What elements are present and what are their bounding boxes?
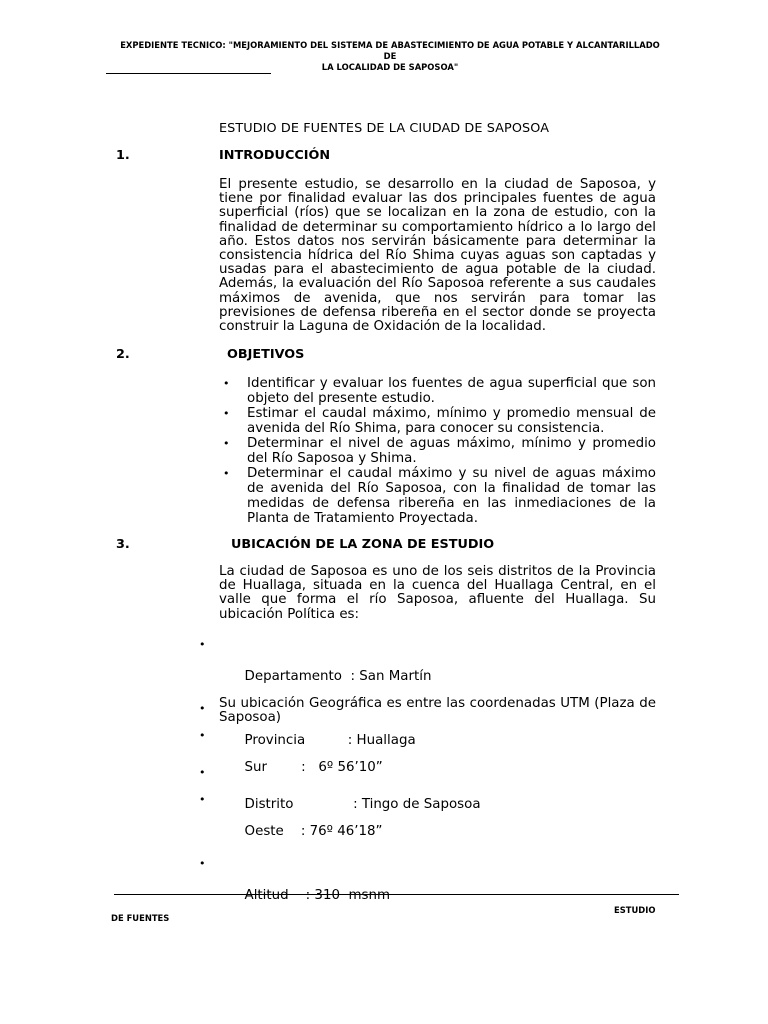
geo-intro-text: Su ubicación Geográfica es entre las coordenadas UTM (Plaza de Saposoa) (219, 696, 656, 726)
bullet-icon: • (223, 437, 230, 450)
header-divider (106, 73, 271, 74)
introduction-text: El presente estudio, se desarrollo en la ciudad de Saposoa, y tiene por finalidad evaluar las dos principales fuentes de agua superficial (ríos) que se localizan en la zona de estudio, con la finalidad de determinar su comportamiento hídrico a lo largo del año. Estos datos nos servirán básicamente para determinar la consistencia hídrica del Río Shima cuyas aguas son captadas y usadas para el abastecimiento de agua potable de la ciudad. Además, la evaluación del Río Saposoa referente a sus caudales máximos de avenida, que nos servirán para tomar las previsiones de defensa ribereña en el sector donde se proyecta construir la Laguna de Oxidación de la localidad. (219, 177, 656, 335)
bullet-icon: • (199, 793, 206, 806)
section-2-number: 2. (116, 347, 130, 362)
bullet-icon: • (223, 467, 230, 480)
political-entry: Provincia : Huallaga (244, 733, 416, 748)
list-item (199, 856, 390, 920)
list-item (199, 637, 481, 701)
page-header (120, 40, 660, 73)
objective-text: Determinar el nivel de aguas máximo, mínimo y promedio del Río Saposoa y Shima. (247, 436, 656, 466)
objective-text: Estimar el caudal máximo, mínimo y promedio mensual de avenida del Río Shima, para conocer su consistencia. (247, 406, 656, 436)
header-line-1: EXPEDIENTE TECNICO: "MEJORAMIENTO DEL SISTEMA DE ABASTECIMIENTO DE AGUA POTABLE Y ALCANTARILLADO DE (120, 40, 660, 61)
geographic-entry: Oeste : 76º 46’18” (244, 824, 383, 839)
location-text: La ciudad de Saposoa es uno de los seis distritos de la Provincia de Huallaga, situada en la cuenca del Huallaga Central, en el valle que forma el río Saposoa, afluente del Huallaga. Su ubicación Política es: (219, 564, 656, 622)
footer-text-left: DE FUENTES (111, 913, 170, 923)
objective-text: Identificar y evaluar los fuentes de agua superficial que son objeto del presente estudio. (247, 376, 656, 406)
section-1-paragraph (219, 178, 656, 334)
objective-text: Determinar el caudal máximo y su nivel de aguas máximo de avenida del Río Saposoa, con la finalidad de tomar las medidas de defensa ribereña en las inmediaciones de la Planta de Tratamiento Proyectada. (247, 466, 656, 526)
political-entry: Departamento : San Martín (244, 669, 432, 684)
bullet-icon: • (223, 377, 230, 390)
footer-divider (114, 894, 679, 895)
bullet-icon: • (199, 702, 206, 715)
objectives-list (223, 376, 656, 526)
section-3-paragraph (219, 565, 656, 622)
bullet-icon: • (223, 407, 230, 420)
bullet-icon: • (199, 766, 206, 779)
bullet-icon: • (199, 729, 206, 742)
section-1-number: 1. (116, 148, 130, 163)
header-line-2: LA LOCALIDAD DE SAPOSOA" (321, 62, 459, 72)
list-item (223, 406, 656, 436)
geographic-entry: Sur : 6º 56’10” (244, 760, 383, 775)
section-1-heading: INTRODUCCIÓN (219, 148, 331, 163)
political-entry: Distrito : Tingo de Saposoa (244, 797, 481, 812)
geographic-entry: Altitud : 310 msnm (244, 888, 391, 903)
geo-intro-paragraph (219, 697, 656, 725)
list-item (199, 728, 390, 792)
list-item (199, 792, 390, 856)
document-title: ESTUDIO DE FUENTES DE LA CIUDAD DE SAPOSOA (218, 121, 550, 136)
section-3-heading: UBICACIÓN DE LA ZONA DE ESTUDIO (231, 537, 495, 552)
bullet-icon: • (199, 638, 206, 651)
list-item (223, 466, 656, 526)
section-3-number: 3. (116, 537, 130, 552)
footer-text-right: ESTUDIO (614, 905, 656, 915)
geographic-location-list (199, 728, 390, 920)
section-2-heading: OBJETIVOS (227, 347, 305, 362)
list-item (223, 376, 656, 406)
list-item (223, 436, 656, 466)
bullet-icon: • (199, 857, 206, 870)
